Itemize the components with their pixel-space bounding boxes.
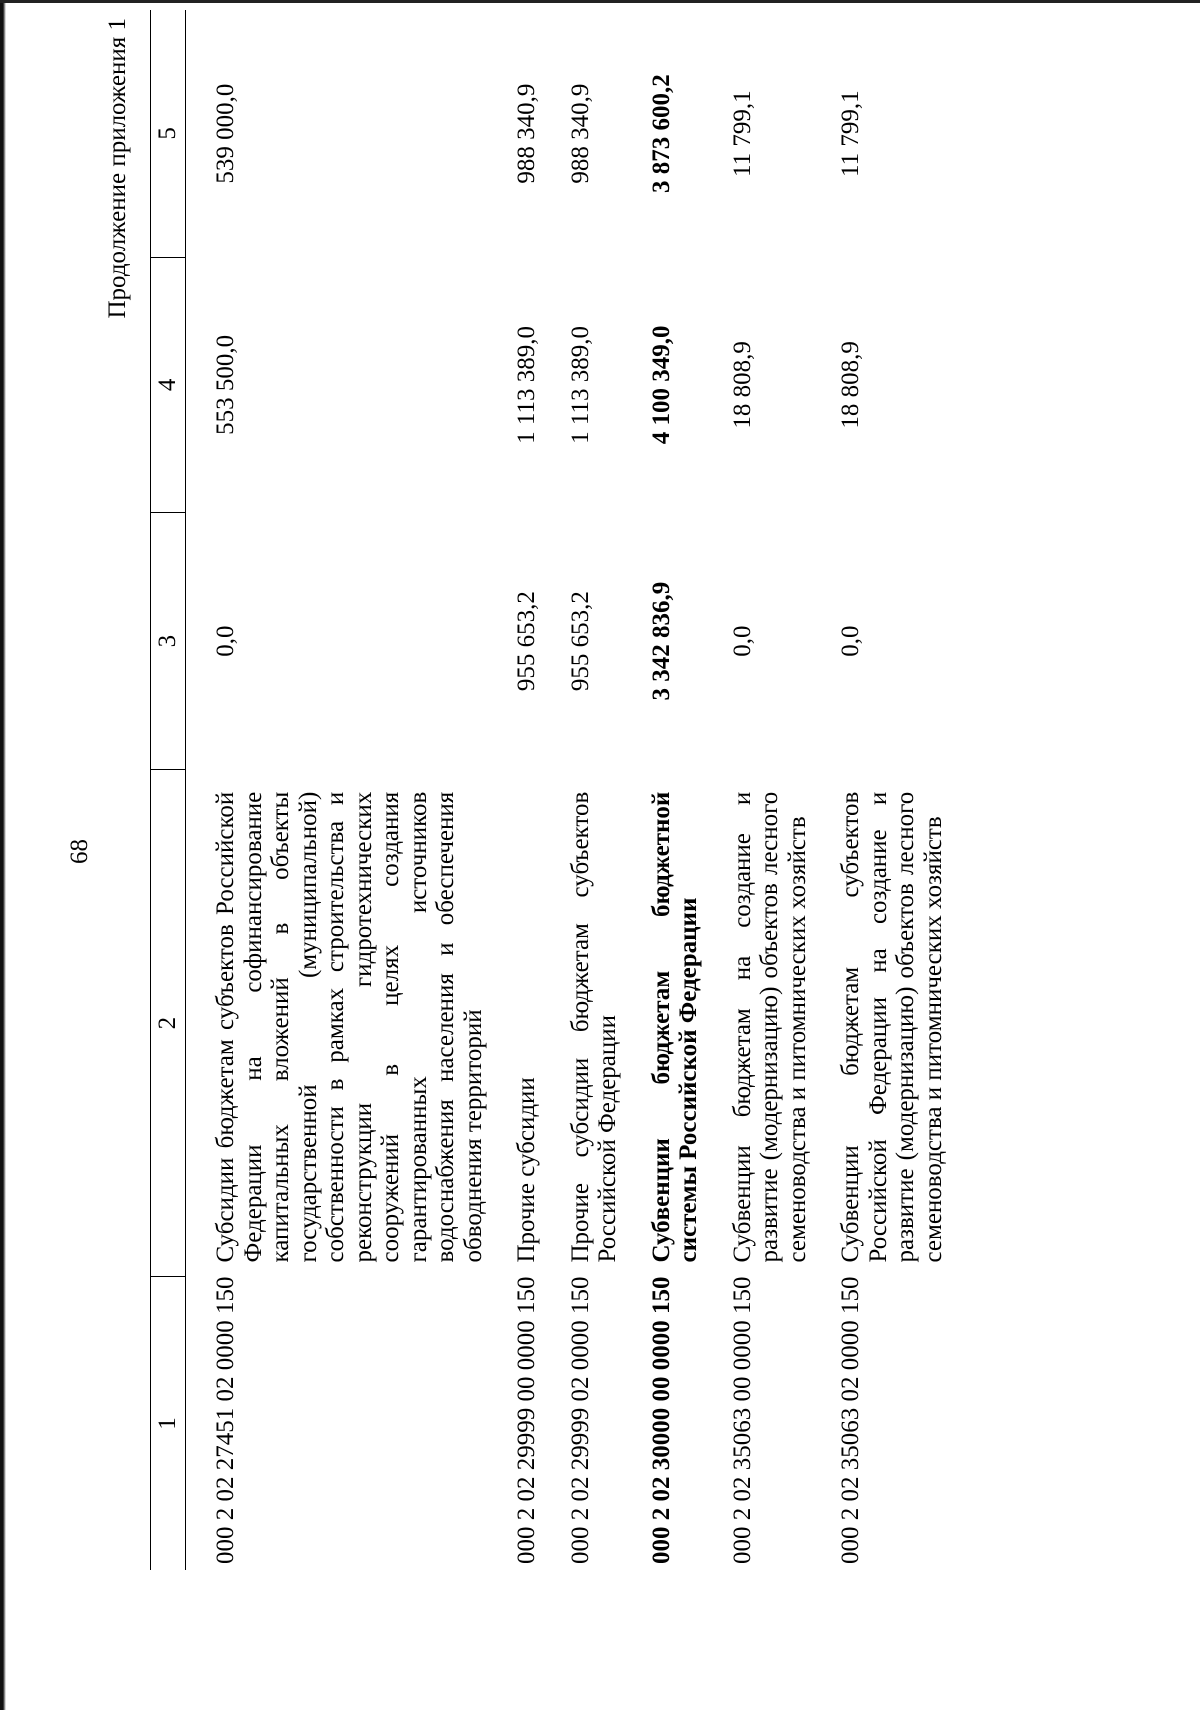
- item-name: Субвенции бюджетам бюджетной системы Российской Федерации: [647, 791, 702, 1263]
- amount-col3: 3 342 836,9: [647, 581, 675, 701]
- table-row: [487, 10, 541, 1570]
- table-header-row: [151, 10, 186, 1570]
- item-name: Субвенции бюджетам субъектов Российской Федерации на создание и развитие (модернизацию) объектов лесного семеноводства и питомнических хозяйств: [837, 791, 947, 1263]
- amount-col3: 955 653,2: [566, 591, 594, 692]
- amount-col5: 539 000,0: [212, 83, 239, 184]
- column-header-2: 2: [151, 770, 186, 1277]
- budget-table: [150, 10, 947, 1570]
- page-number: 68: [66, 839, 93, 864]
- amount-col5: 11 799,1: [728, 90, 756, 177]
- table-row: [703, 10, 812, 1570]
- item-name: Прочие субсидии бюджетам субъектов Российской Федерации: [566, 791, 621, 1263]
- budget-code: 000 2 02 35063 00 0000 150: [728, 1276, 756, 1564]
- column-header-4: 4: [151, 257, 186, 512]
- budget-code: 000 2 02 29999 00 0000 150: [513, 1276, 540, 1564]
- budget-code: 000 2 02 30000 00 0000 150: [647, 1276, 675, 1564]
- amount-col4: 18 808,9: [728, 341, 756, 429]
- table-row-total: [622, 10, 703, 1570]
- amount-col4: 1 113 389,0: [566, 325, 594, 444]
- amount-col4: 18 808,9: [837, 341, 864, 429]
- item-name: Прочие субсидии: [513, 1077, 540, 1263]
- amount-col3: 0,0: [212, 625, 239, 657]
- amount-col4: 1 113 389,0: [513, 325, 540, 444]
- column-header-5: 5: [151, 10, 186, 257]
- amount-col4: 553 500,0: [212, 334, 239, 435]
- column-header-3: 3: [151, 513, 186, 770]
- table-row: [541, 10, 622, 1570]
- budget-code: 000 2 02 29999 02 0000 150: [566, 1276, 594, 1564]
- amount-col5: 11 799,1: [837, 90, 864, 177]
- amount-col3: 0,0: [837, 625, 864, 657]
- amount-col3: 0,0: [728, 625, 756, 657]
- amount-col5: 988 340,9: [513, 83, 540, 184]
- amount-col4: 4 100 349,0: [647, 325, 675, 445]
- amount-col5: 988 340,9: [566, 83, 594, 184]
- item-name: Субсидии бюджетам субъектов Российской Федерации на софинансирование капитальных вложений в объекты государственной (муниципальной) собственности в рамках строительства и реконструкции гидротехнических сооружений в целях создания гарантированных источников водоснабжения населения и обеспечения обводнения территорий: [212, 791, 487, 1263]
- budget-code: 000 2 02 27451 02 0000 150: [212, 1276, 239, 1564]
- amount-col3: 955 653,2: [513, 591, 540, 692]
- column-header-1: 1: [151, 1277, 186, 1571]
- budget-code: 000 2 02 35063 02 0000 150: [837, 1276, 864, 1564]
- continuation-label: Продолжение приложения 1: [104, 18, 131, 319]
- table-row: [811, 10, 947, 1570]
- item-name: Субвенции бюджетам на создание и развитие (модернизацию) объектов лесного семеноводства и питомнических хозяйств: [728, 791, 811, 1263]
- amount-col5: 3 873 600,2: [647, 74, 675, 194]
- table-row: [186, 10, 488, 1570]
